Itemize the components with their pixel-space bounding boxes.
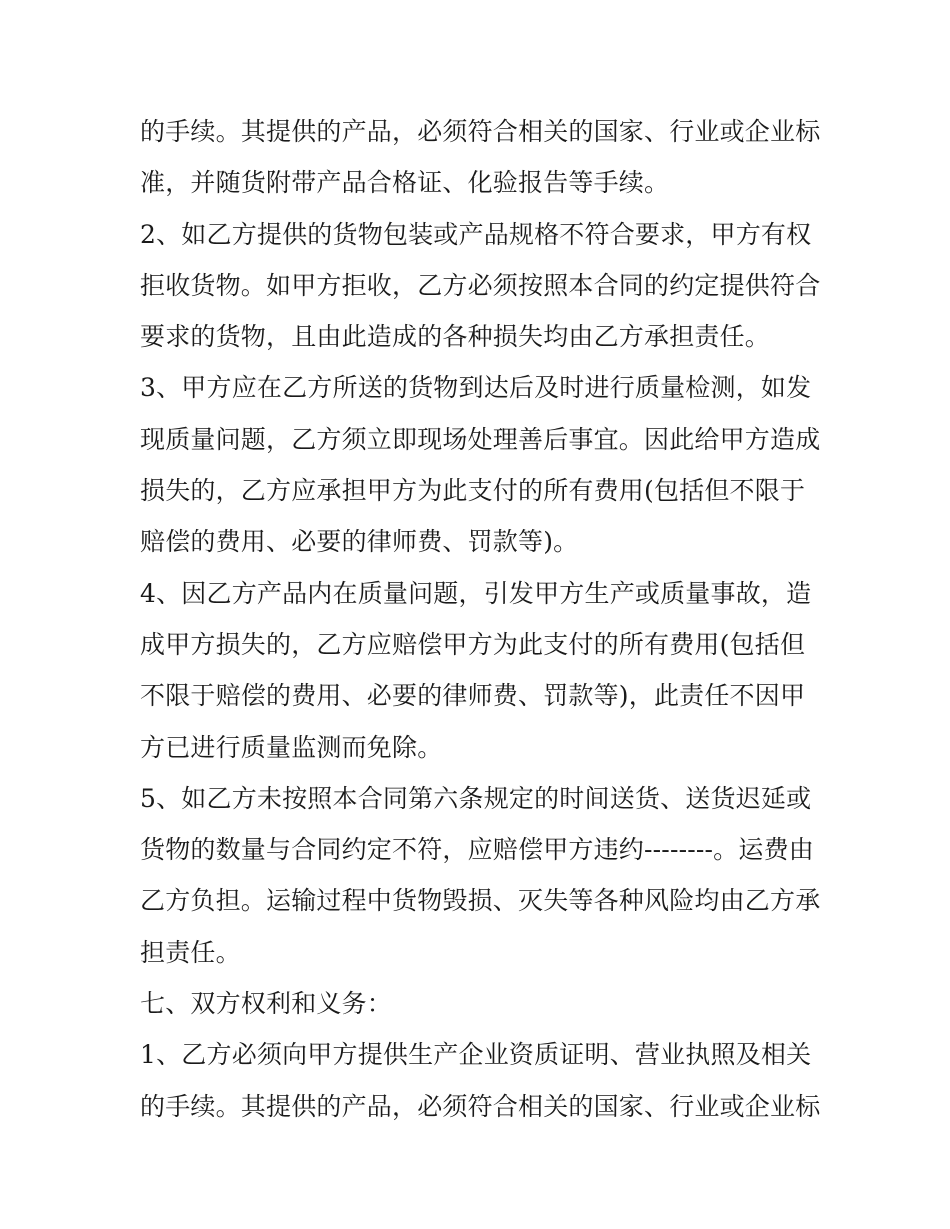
clause-4-line: 4、因乙方产品内在质量问题，引发甲方生产或质量事故，造 [140,578,812,608]
clause-3-line: 3、甲方应在乙方所送的货物到达后及时进行质量检测，如发 [140,373,812,403]
text-line: 损失的，乙方应承担甲方为此支付的所有费用(包括但不限于 [140,476,806,506]
text-line: 担责任。 [140,937,241,967]
text-line: 不限于赔偿的费用、必要的律师费、罚款等)，此责任不因甲 [140,681,806,711]
text-line: 乙方负担。运输过程中货物毁损、灭失等各种风险均由乙方承 [140,886,821,916]
text-line: 赔偿的费用、必要的律师费、罚款等)。 [140,527,579,557]
text-line: 货物的数量与合同约定不符，应赔偿甲方违约--------。运费由 [140,835,814,865]
text-line: 要求的货物，且由此造成的各种损失均由乙方承担责任。 [140,322,771,352]
text-line: 的手续。其提供的产品，必须符合相关的国家、行业或企业标 [140,117,821,146]
text-line: 的手续。其提供的产品，必须符合相关的国家、行业或企业标 [140,1091,821,1121]
text-line: 现质量问题，乙方须立即现场处理善后事宜。因此给甲方造成 [140,424,821,454]
clause-2-line: 2、如乙方提供的货物包装或产品规格不符合要求，甲方有权 [140,219,812,249]
section-heading: 七、双方权利和义务： [140,989,393,1019]
text-line: 拒收货物。如甲方拒收，乙方必须按照本合同的约定提供符合 [140,270,821,300]
clause-5-line: 5、如乙方未按照本合同第六条规定的时间送货、送货迟延或 [140,783,812,813]
contract-text [140,106,830,1132]
text-line: 成甲方损失的，乙方应赔偿甲方为此支付的所有费用(包括但 [140,629,806,659]
text-line: 准，并随货附带产品合格证、化验报告等手续。 [140,168,670,198]
clause-1-line: 1、乙方必须向甲方提供生产企业资质证明、营业执照及相关 [140,1040,812,1070]
text-line: 方已进行质量监测而免除。 [140,732,443,762]
